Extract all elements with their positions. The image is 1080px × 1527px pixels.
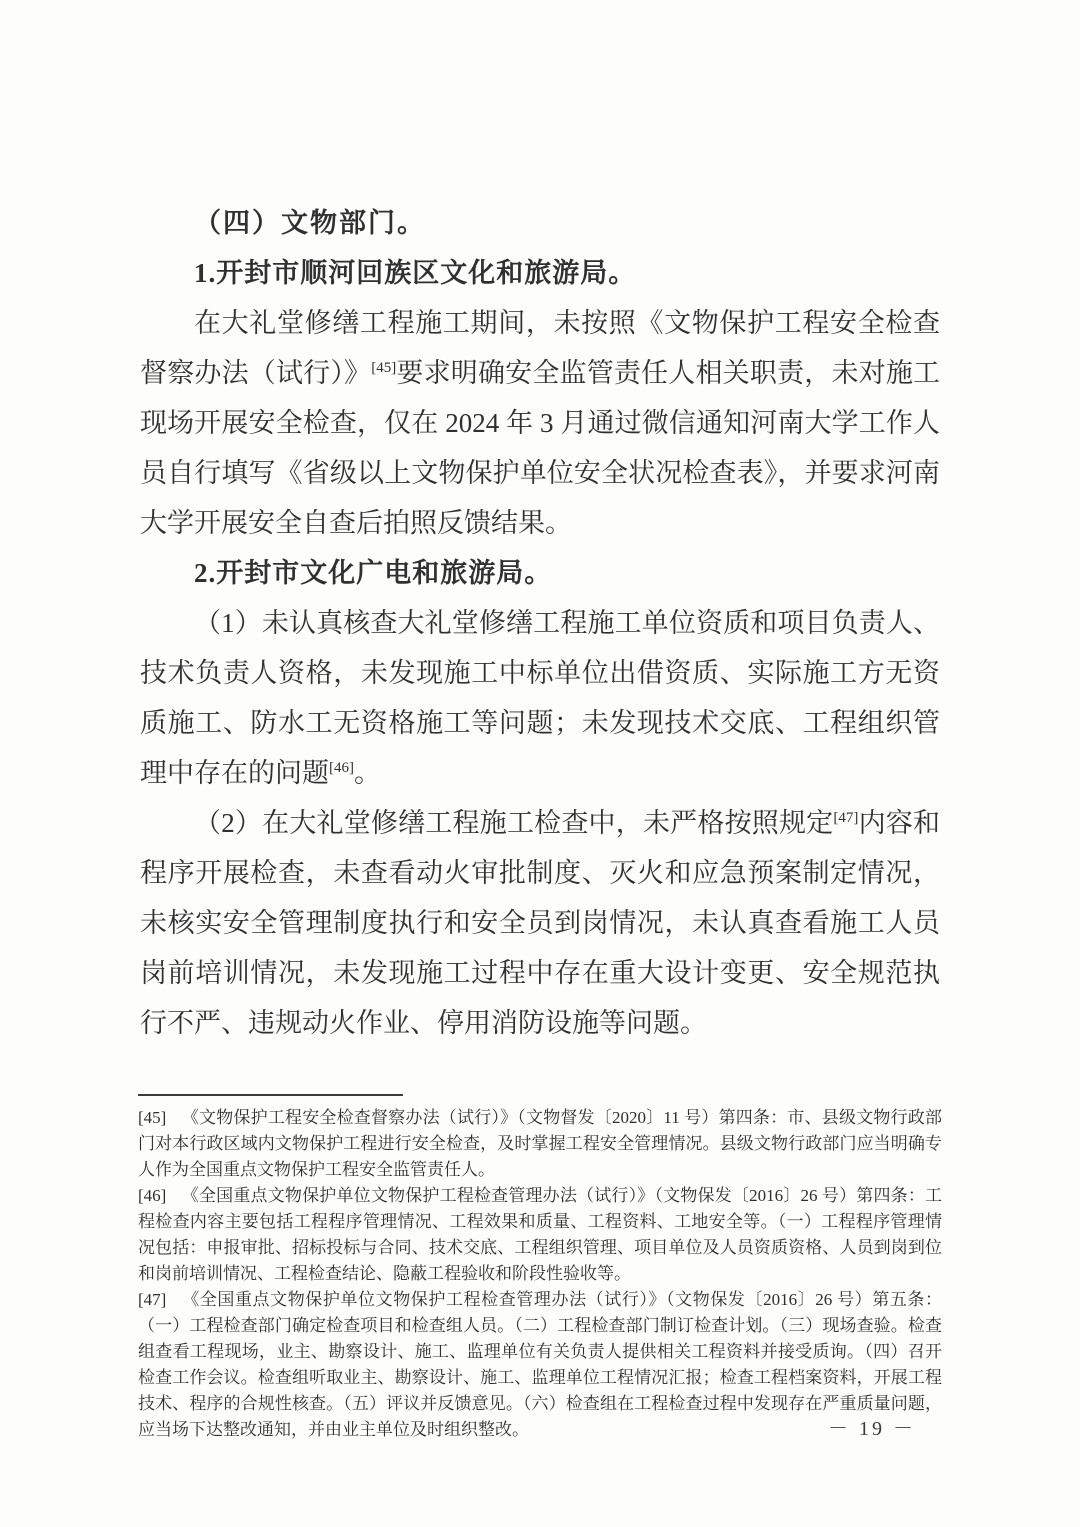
footnote-ref-47: [47]: [833, 810, 859, 826]
body-paragraph-2: [140, 598, 940, 798]
footnote-marker: [47]: [138, 1290, 167, 1309]
paragraph-text: 在大礼堂修缮工程施工期间，未按照《文物保护工程安全检查督察办法（试行）》: [140, 308, 940, 388]
footnote-46: [138, 1183, 942, 1287]
section-heading: （四）文物部门。: [194, 208, 426, 238]
paragraph-text: （1）未认真核查大礼堂修缮工程施工单位资质和项目负责人、技术负责人资格，未发现施工中标单位出借资质、实际施工方无资质施工、防水工无资格施工等问题；未发现技术交底、工程组织管理中存在的问题: [140, 608, 940, 788]
page-number: － 19 －: [828, 1418, 916, 1440]
paragraph-text: 要求明确安全监管责任人相关职责，未对施工现场开展安全检查，仅在 2024 年 3 月通过微信通知河南大学工作人员自行填写《省级以上文物保护单位安全状况检查表》，并要求河南大学开展安全自查后拍照反馈结果。: [140, 358, 941, 538]
paragraph-text: 。: [354, 758, 381, 788]
footnote-45: [138, 1105, 942, 1183]
footnote-text: 《全国重点文物保护单位文物保护工程检查管理办法（试行）》（文物保发〔2016〕26 号）第四条：工程检查内容主要包括工程程序管理情况、工程效果和质量、工程资料、工地安全等。（一）工程程序管理情况包括：申报审批、招标投标与合同、技术交底、工程组织管理、项目单位及人员资质资格、人员到岗到位和岗前培训情况、工程检查结论、隐蔽工程验收和阶段性验收等。: [138, 1186, 942, 1283]
footnote-text: 《文物保护工程安全检查督察办法（试行）》（文物督发〔2020〕11 号）第四条：市、县级文物行政部门对本行政区域内文物保护工程进行安全检查，及时掌握工程安全管理情况。县级文物行政部门应当明确专人作为全国重点文物保护工程安全监管责任人。: [138, 1108, 942, 1179]
paragraph-text: （2）在大礼堂修缮工程施工检查中，未严格按照规定: [194, 808, 834, 838]
footnote-separator: [138, 1094, 403, 1096]
footnote-text: 《全国重点文物保护单位文物保护工程检查管理办法（试行）》（文物保发〔2016〕26 号）第五条：（一）工程检查部门确定检查项目和检查组人员。（二）工程检查部门制订检查计划。（三）现场查验。检查组查看工程现场，业主、勘察设计、施工、监理单位有关负责人提供相关工程资料并接受质询。（四）召开检查工作会议。检查组听取业主、勘察设计、施工、监理单位工程情况汇报；检查工程档案资料，开展工程技术、程序的合规性核查。（五）评议并反馈意见。（六）检查组在工程检查过程中发现存在严重质量问题，应当场下达整改通知，并由业主单位及时组织整改。: [138, 1290, 942, 1439]
body-paragraph-1: [140, 298, 940, 548]
footnote-47: [138, 1287, 942, 1443]
paragraph-text: 内容和程序开展检查，未查看动火审批制度、灭火和应急预案制定情况，未核实安全管理制度执行和安全员到岗情况，未认真查看施工人员岗前培训情况，未发现施工过程中存在重大设计变更、安全规范执行不严、违规动火作业、停用消防设施等问题。: [140, 808, 941, 1038]
footnote-marker: [46]: [138, 1186, 167, 1205]
subsection-title-1: 1.开封市顺河回族区文化和旅游局。: [194, 258, 637, 288]
footnote-marker: [45]: [138, 1108, 167, 1127]
subsection-title-2: 2.开封市文化广电和旅游局。: [194, 558, 553, 588]
body-paragraph-3: [140, 798, 940, 1048]
footnote-ref-46: [46]: [329, 760, 354, 776]
footnotes-section: [138, 1094, 942, 1443]
document-body: [140, 198, 940, 1048]
footnote-ref-45: [45]: [371, 360, 397, 376]
